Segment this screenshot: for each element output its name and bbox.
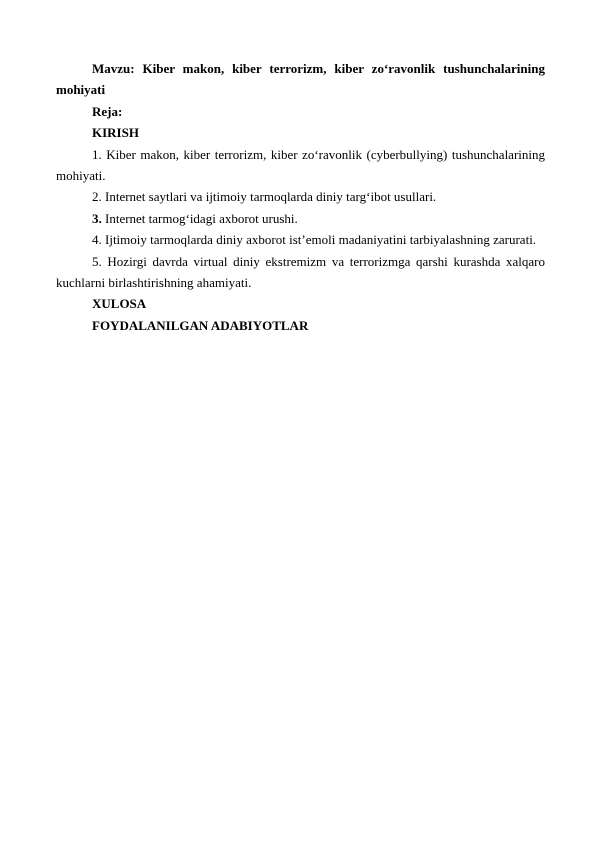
conclusion-heading: XULOSA — [92, 296, 147, 312]
plan-item-1 — [56, 144, 545, 187]
document-page — [56, 58, 545, 336]
plan-item-5 — [56, 251, 545, 294]
plan-item-text: Kiber makon, kiber terrorizm, kiber zo‘ravonlik (cyberbullying) tushunchalarining mohiyati. — [56, 146, 546, 184]
plan-item-text: Internet saytlari va ijtimoiy tarmoqlarda diniy targ‘ibot usullari. — [105, 189, 437, 205]
plan-item-text: Hozirgi davrda virtual diniy ekstremizm va terrorizmga qarshi kurashda xalqaro kuchlarni birlashtirishning ahamiyati. — [56, 253, 546, 291]
plan-item-4 — [56, 229, 545, 250]
topic-title: Mavzu: Kiber makon, kiber terrorizm, kiber zo‘ravonlik tushunchalarining mohiyati — [56, 61, 545, 98]
plan-item-2 — [56, 186, 545, 207]
plan-item-text: Ijtimoiy tarmoqlarda diniy axborot ist’emoli madaniyatini tarbiyalashning zarurati. — [105, 232, 537, 248]
intro-heading: KIRISH — [92, 125, 139, 141]
plan-heading: Reja: — [92, 103, 123, 119]
references-heading: FOYDALANILGAN ADABIYOTLAR — [92, 317, 309, 333]
plan-item-number: 2. — [92, 189, 102, 205]
plan-item-text: Internet tarmog‘idagi axborot urushi. — [105, 210, 298, 226]
plan-item-number: 5. — [92, 253, 102, 269]
plan-item-number: 4. — [92, 232, 102, 248]
plan-item-3 — [56, 208, 545, 229]
plan-item-number: 3. — [92, 210, 102, 226]
plan-item-number: 1. — [92, 146, 102, 162]
